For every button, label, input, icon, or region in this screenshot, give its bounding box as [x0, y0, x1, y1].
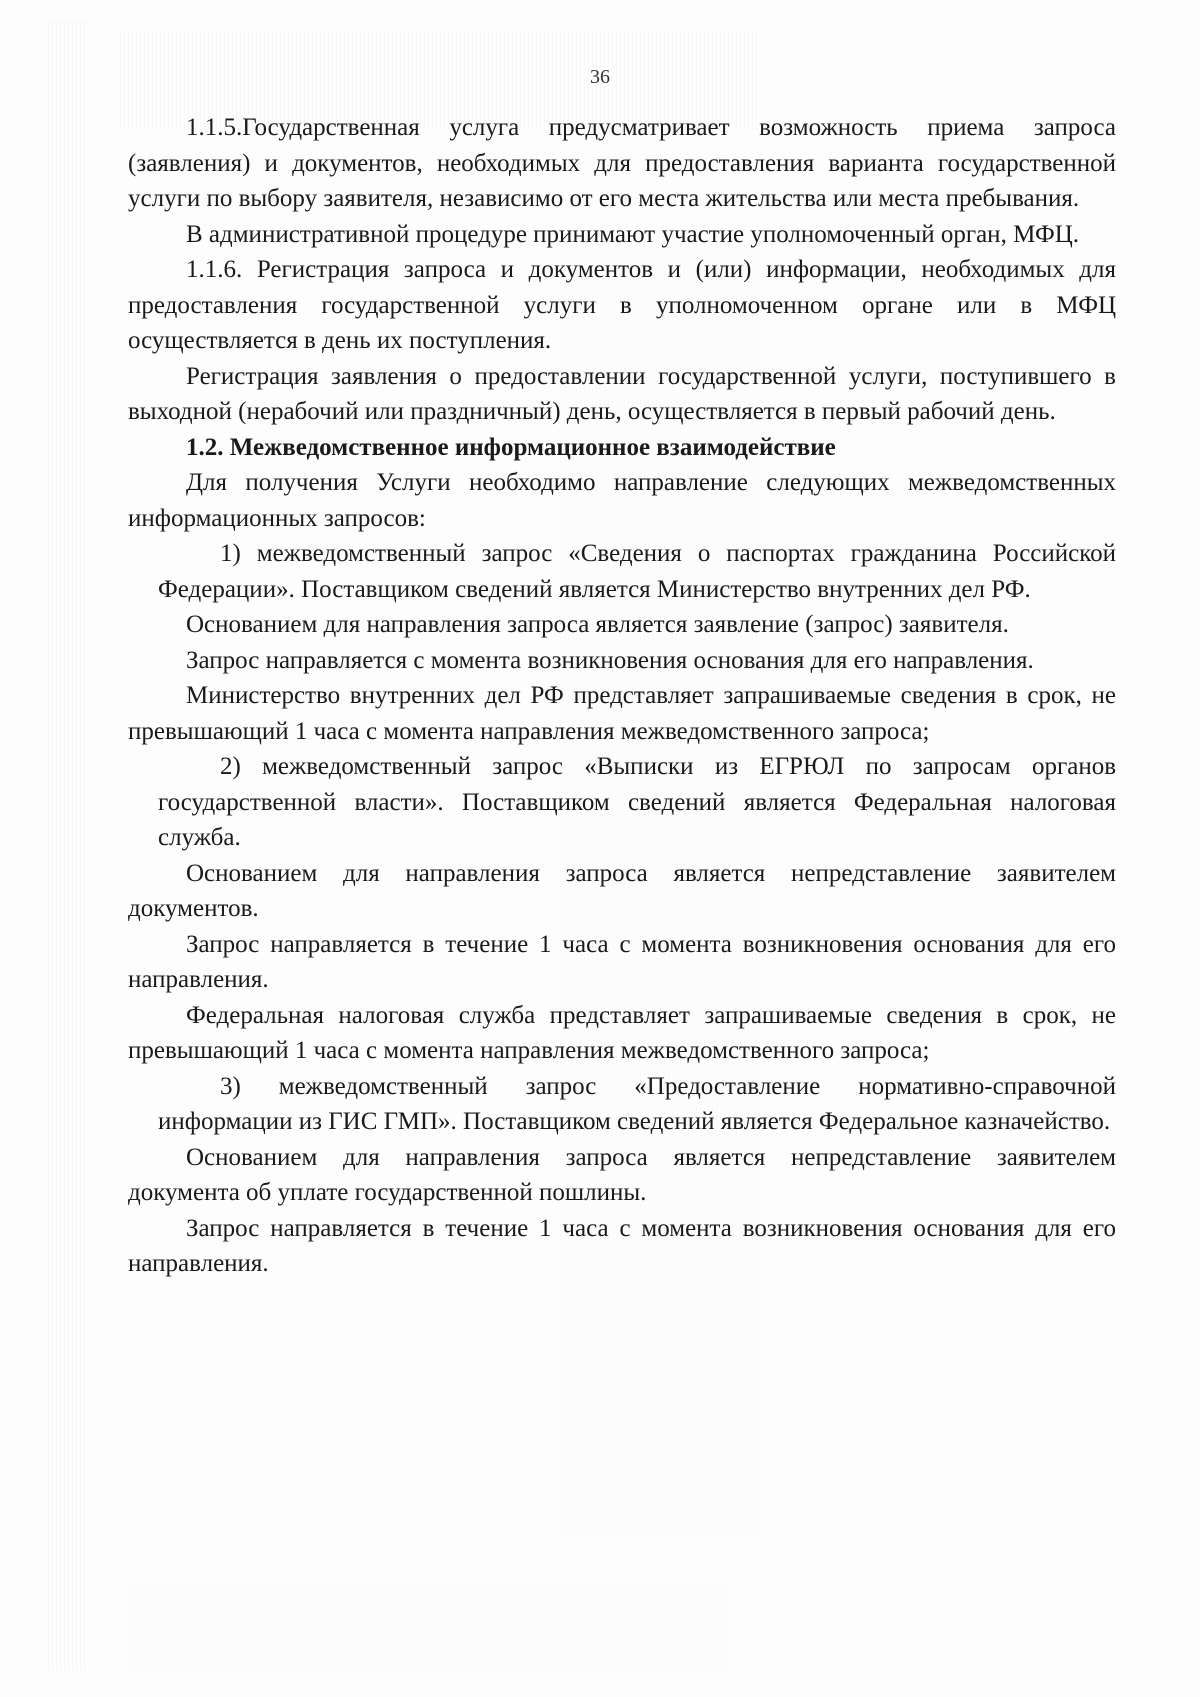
paragraph-request-3-basis: Основанием для направления запроса является непредставление заявителем документа об уплате государственной пошлины.	[128, 1143, 1116, 1206]
paragraph-request-3-timing: Запрос направляется в течение 1 часа с момента возникновения основания для его направления.	[128, 1214, 1116, 1277]
paragraph-request-2-timing: Запрос направляется в течение 1 часа с момента возникновения основания для его направления.	[128, 930, 1116, 993]
paragraph-1-1-5: 1.1.5.Государственная услуга предусматривает возможность приема запроса (заявления) и документов, необходимых для предоставления варианта государственной услуги по выбору заявителя, независимо от его места жительства или места пребывания.	[128, 114, 1116, 212]
paragraph-participants: В административной процедуре принимают участие уполномоченный орган, МФЦ.	[186, 220, 1080, 248]
page-number: 36	[590, 66, 610, 88]
paragraph-1-1-6: 1.1.6. Регистрация запроса и документов и (или) информации, необходимых для предоставления государственной услуги в уполномоченном органе или в МФЦ осуществляется в день их поступления.	[128, 256, 1116, 354]
list-item-request-3: 3) межведомственный запрос «Предоставление нормативно-справочной информации из ГИС ГМП». Поставщиком сведений является Федеральное казначейство.	[158, 1072, 1116, 1135]
paragraph-request-1-timing: Запрос направляется с момента возникновения основания для его направления.	[186, 646, 1034, 674]
section-heading-1-2: 1.2. Межведомственное информационное взаимодействие	[186, 433, 836, 461]
scan-noise-left	[48, 20, 88, 1670]
scan-noise-bottom	[130, 1580, 730, 1670]
paragraph-registration: Регистрация заявления о предоставлении государственной услуги, поступившего в выходной (нерабочий или праздничный) день, осуществляется в первый рабочий день.	[128, 362, 1116, 425]
list-item-request-2: 2) межведомственный запрос «Выписки из ЕГРЮЛ по запросам органов государственной власти». Поставщиком сведений является Федеральная налоговая служба.	[158, 753, 1116, 851]
paragraph-requests-intro: Для получения Услуги необходимо направление следующих межведомственных информационных запросов:	[128, 469, 1116, 532]
list-item-request-1: 1) межведомственный запрос «Сведения о паспортах гражданина Российской Федерации». Поставщиком сведений является Министерство внутренних дел РФ.	[158, 540, 1116, 603]
document-body	[128, 110, 1116, 1282]
paragraph-request-1-basis: Основанием для направления запроса является заявление (запрос) заявителя.	[186, 611, 1009, 638]
paragraph-request-2-response: Федеральная налоговая служба представляет запрашиваемые сведения в срок, не превышающий 1 часа с момента направления межведомственного запроса;	[128, 1001, 1116, 1064]
paragraph-request-2-basis: Основанием для направления запроса является непредставление заявителем документов.	[128, 859, 1116, 922]
paragraph-request-1-response: Министерство внутренних дел РФ представляет запрашиваемые сведения в срок, не превышающий 1 часа с момента направления межведомственного запроса;	[128, 682, 1116, 745]
